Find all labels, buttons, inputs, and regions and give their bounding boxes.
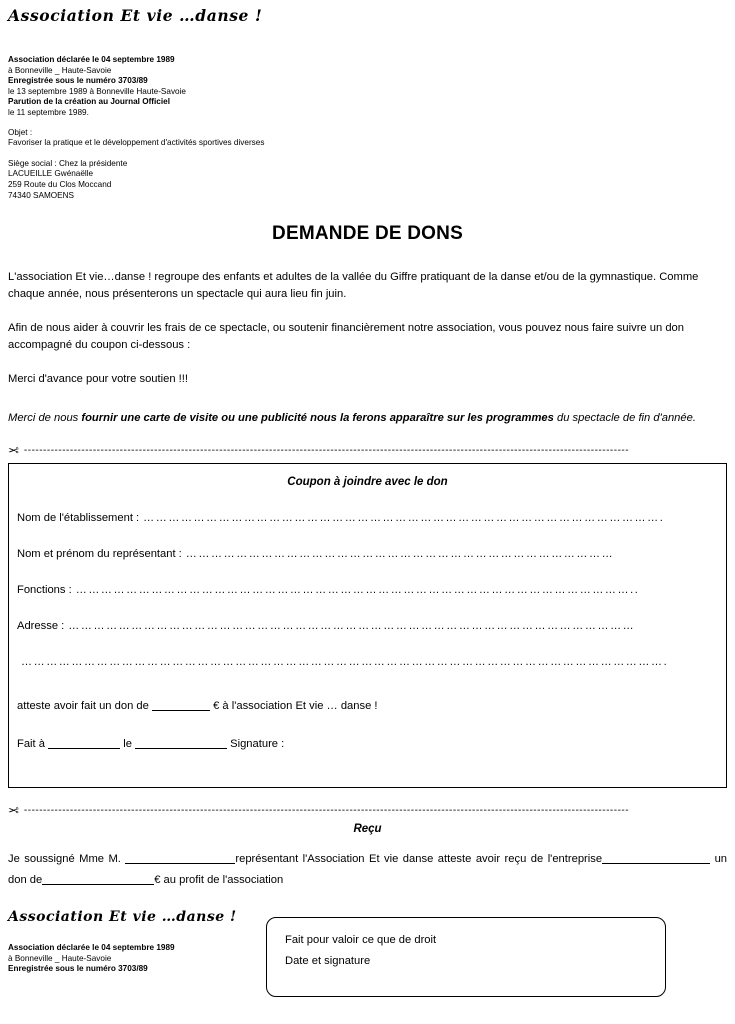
field-dotted-line: ……………………………………………………………………………………………………………………………………….: [21, 656, 669, 669]
field-label: Nom et prénom du représentant :: [17, 548, 182, 561]
field-representative-name[interactable]: [17, 546, 718, 562]
signature-box[interactable]: [266, 917, 666, 997]
paragraph-intro: L'association Et vie…danse ! regroupe des enfants et adultes de la vallée du Giffre pratiquant de la danse et/ou de la gymnastique. Comme chaque année, nous présenterons un spectacle qui aura lieu fin juin.: [8, 271, 699, 300]
recu-paragraph[interactable]: [8, 849, 727, 891]
field-place-date-signature[interactable]: [17, 736, 718, 752]
registration-line-3: Enregistrée sous le numéro 3703/89: [8, 76, 148, 86]
cut-dashes: --------------------------------------------------------------------------------------------------------------------------------------------------------------: [23, 444, 630, 456]
recu-text-4: € au profit de l'association: [154, 874, 284, 887]
cut-line-top: [8, 444, 727, 457]
association-registration-block: [8, 55, 727, 119]
page-title: DEMANDE DE DONS: [272, 223, 463, 245]
coupon-title: Coupon à joindre avec le don: [287, 476, 448, 489]
paragraph-publicity-note: [8, 410, 727, 427]
siege-social-block: [8, 159, 727, 201]
recu-company-blank[interactable]: [602, 851, 710, 864]
field-dotted-line: ……………………………………………………………………………………………………………………..: [75, 584, 640, 597]
document-body: [8, 6, 727, 999]
recu-text-1: Je soussigné Mme M.: [8, 853, 121, 866]
siege-line-1: LACUEILLE Gwénaëlle: [8, 169, 94, 179]
field-dotted-line: …………………………………………………………………………………………………………….: [143, 512, 665, 525]
footer-left-block: [8, 909, 258, 975]
field-address[interactable]: [17, 618, 718, 634]
paragraph-thanks: Merci d'avance pour votre soutien !!!: [8, 373, 188, 386]
attest-suffix: € à l'association Et vie … danse !: [213, 700, 378, 713]
registration-line-2: à Bonneville _ Haute-Savoie: [8, 65, 112, 75]
association-logo-header: Association Et vie …danse !: [8, 6, 263, 25]
registration-line-4: le 13 septembre 1989 à Bonneville Haute-Savoie: [8, 86, 186, 96]
amount-blank[interactable]: [152, 698, 210, 711]
field-establishment-name[interactable]: [17, 510, 718, 526]
field-label: Fonctions :: [17, 584, 72, 597]
scissors-icon: ✂: [8, 803, 19, 819]
footer-line-2: à Bonneville _ Haute-Savoie: [8, 953, 112, 963]
siege-line-3: 74340 SAMOENS: [8, 190, 74, 200]
field-label: Nom de l'établissement :: [17, 512, 140, 525]
field-donation-amount[interactable]: [17, 698, 718, 714]
recu-title: Reçu: [353, 823, 382, 836]
registration-line-5: Parution de la création au Journal Officiel: [8, 97, 170, 107]
siege-label: Siège social : Chez la présidente: [8, 158, 128, 168]
fait-a-label: Fait à: [17, 738, 45, 751]
footer-line-3: Enregistrée sous le numéro 3703/89: [8, 964, 148, 974]
publicity-note-part1: Merci de nous: [8, 411, 82, 424]
field-dotted-line: …………………………………………………………………………………………: [185, 548, 615, 561]
registration-line-6: le 11 septembre 1989.: [8, 107, 89, 117]
siege-line-2: 259 Route du Clos Moccand: [8, 179, 112, 189]
field-functions[interactable]: [17, 582, 718, 598]
recu-text-2: représentant l'Association Et vie danse atteste avoir reçu de l'entreprise: [235, 853, 603, 866]
fait-le-label: le: [123, 738, 132, 751]
footer-registration-block: [8, 943, 258, 975]
attest-prefix: atteste avoir fait un don de: [17, 700, 149, 713]
recu-amount-blank[interactable]: [42, 872, 154, 885]
cut-dashes: --------------------------------------------------------------------------------------------------------------------------------------------------------------: [23, 804, 630, 816]
coupon-box: [8, 463, 727, 788]
recu-name-blank[interactable]: [125, 851, 235, 864]
field-address-continued[interactable]: [17, 654, 718, 670]
objet-text: Favoriser la pratique et le développement d'activités sportives diverses: [8, 138, 265, 148]
registration-line-1: Association déclarée le 04 septembre 1989: [8, 55, 175, 64]
document-footer: [8, 909, 727, 999]
field-label: Adresse :: [17, 620, 65, 633]
field-dotted-line: ………………………………………………………………………………………………………………………: [68, 620, 636, 633]
date-blank[interactable]: [135, 736, 227, 749]
objet-label: Objet :: [8, 127, 33, 137]
recu-text-3: un don de: [8, 853, 728, 887]
footer-line-1: Association déclarée le 04 septembre 1989: [8, 943, 175, 953]
signature-box-line-2: Date et signature: [285, 955, 371, 968]
objet-block: [8, 128, 727, 149]
cut-line-bottom: [8, 804, 727, 817]
signature-box-line-1: Fait pour valoir ce que de droit: [285, 934, 437, 947]
association-logo-footer: Association Et vie …danse !: [8, 909, 237, 926]
signature-label: Signature :: [230, 738, 285, 751]
place-blank[interactable]: [48, 736, 120, 749]
publicity-note-bold: fournir une carte de visite ou une publicité nous la ferons apparaître sur les programmes: [81, 411, 554, 424]
scissors-icon: ✂: [8, 443, 19, 459]
paragraph-request: Afin de nous aider à couvrir les frais de ce spectacle, ou soutenir financièrement notre association, vous pouvez nous faire suivre un don accompagné du coupon ci-dessous :: [8, 322, 684, 351]
publicity-note-part2: du spectacle de fin d'année.: [553, 411, 696, 424]
